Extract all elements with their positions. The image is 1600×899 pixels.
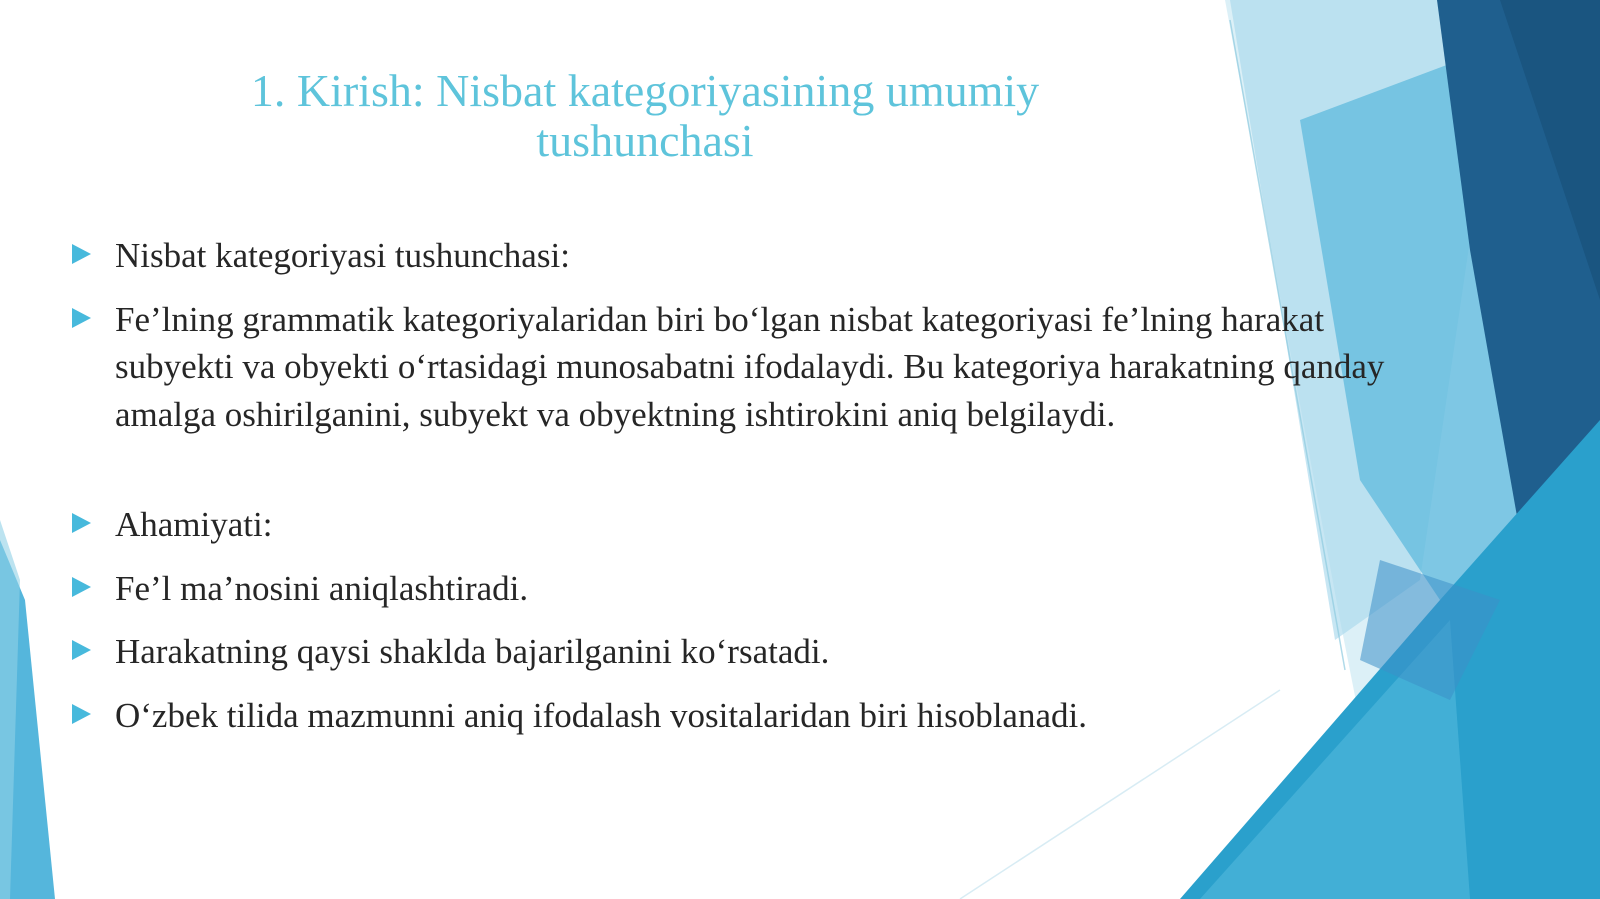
slide-title: 1. Kirish: Nisbat kategoriyasining umumiy tushunchasi — [250, 65, 1040, 166]
triangle-right-icon — [72, 577, 91, 597]
triangle-right-icon — [72, 308, 91, 328]
triangle-right-icon — [72, 513, 91, 533]
triangle-right-icon — [72, 640, 91, 660]
bullet-item-definition — [70, 296, 1400, 439]
bullet-item-importance — [70, 501, 1400, 549]
triangle-right-icon — [72, 704, 91, 724]
bullet-text: O‘zbek tilida mazmunni aniq ifodalash vositalaridan biri hisoblanadi. — [115, 695, 1087, 735]
bullet-text: Nisbat kategoriyasi tushunchasi: — [115, 236, 570, 275]
bullet-text: Fe’lning grammatik kategoriyalaridan biri bo‘lgan nisbat kategoriyasi fe’lning harakat subyekti va obyekti o‘rtasidagi munosabatni ifodalaydi. Bu kategoriya harakatning qanday amalga oshirilganini, subyekt va obyektning ishtirokini aniq belgilaydi. — [115, 299, 1385, 434]
bullet-text: Ahamiyati: — [115, 505, 273, 544]
bullet-text: Harakatning qaysi shaklda bajarilganini ko‘rsatadi. — [115, 632, 830, 671]
bullet-list — [70, 232, 1400, 755]
bullet-item-meaning — [70, 565, 1400, 613]
bullet-item-form — [70, 628, 1400, 676]
triangle-right-icon — [72, 244, 91, 264]
bullet-text: Fe’l ma’nosini aniqlashtiradi. — [115, 568, 529, 608]
bullet-item-concept — [70, 232, 1400, 280]
bullet-item-expression — [70, 692, 1400, 740]
